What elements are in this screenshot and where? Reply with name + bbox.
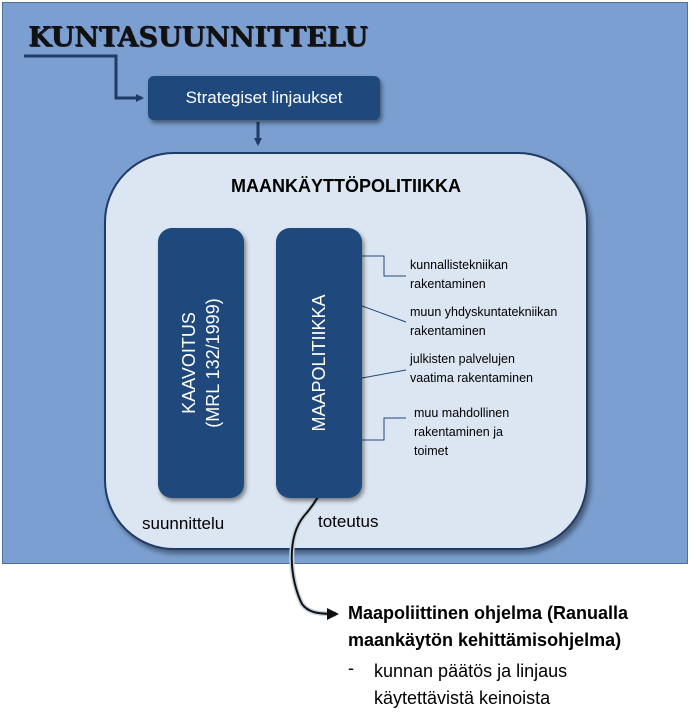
program-bullet [374,658,567,712]
land-use-policy-title: MAANKÄYTTÖPOLITIIKKA [231,176,461,196]
note-municipal-engineering [410,256,508,294]
program-title [348,600,628,654]
note-line: toimet [414,444,449,458]
note-connector-2 [362,306,406,322]
main-title: KUNTASUUNNITTELU [28,22,368,53]
program-title-line: Maapoliittinen ohjelma (Ranualla [348,603,629,623]
zoning-column [158,228,244,498]
note-line: julkisten palvelujen [410,352,515,366]
note-line: rakentaminen [410,277,486,291]
note-connector-1 [362,256,406,276]
bullet-dash: - [348,658,354,678]
note-connector-3 [362,370,406,378]
planning-label: suunnittelu [142,514,225,533]
note-line: muun yhdyskuntatekniikan [410,305,558,319]
bullet-line: kunnan päätös ja linjaus [374,661,568,681]
note-connector-4 [362,418,406,440]
zoning-label: KAAVOITUS [179,312,199,414]
note-line: muu mahdollinen [414,406,510,420]
zoning-column-text [177,298,225,427]
implementation-label: toteutus [318,512,379,531]
note-public-services [410,350,533,388]
title-to-strategy-arrow [24,56,142,98]
strategy-box: Strategiset linjaukset [148,76,380,120]
note-community-engineering [410,303,557,341]
zoning-law-ref: (MRL 132/1999) [203,298,223,428]
note-line: kunnallistekniikan [410,258,508,272]
note-other-construction [414,404,509,461]
note-line: rakentaminen ja [414,425,503,439]
note-line: rakentaminen [410,324,486,338]
note-line: vaatima rakentaminen [410,371,533,385]
program-title-line: maankäytön kehittämisohjelma) [348,630,622,650]
bullet-line: käytettävistä keinoista [374,688,551,708]
land-policy-label: MAAPOLITIIKKA [309,294,329,432]
land-policy-column [276,228,362,498]
